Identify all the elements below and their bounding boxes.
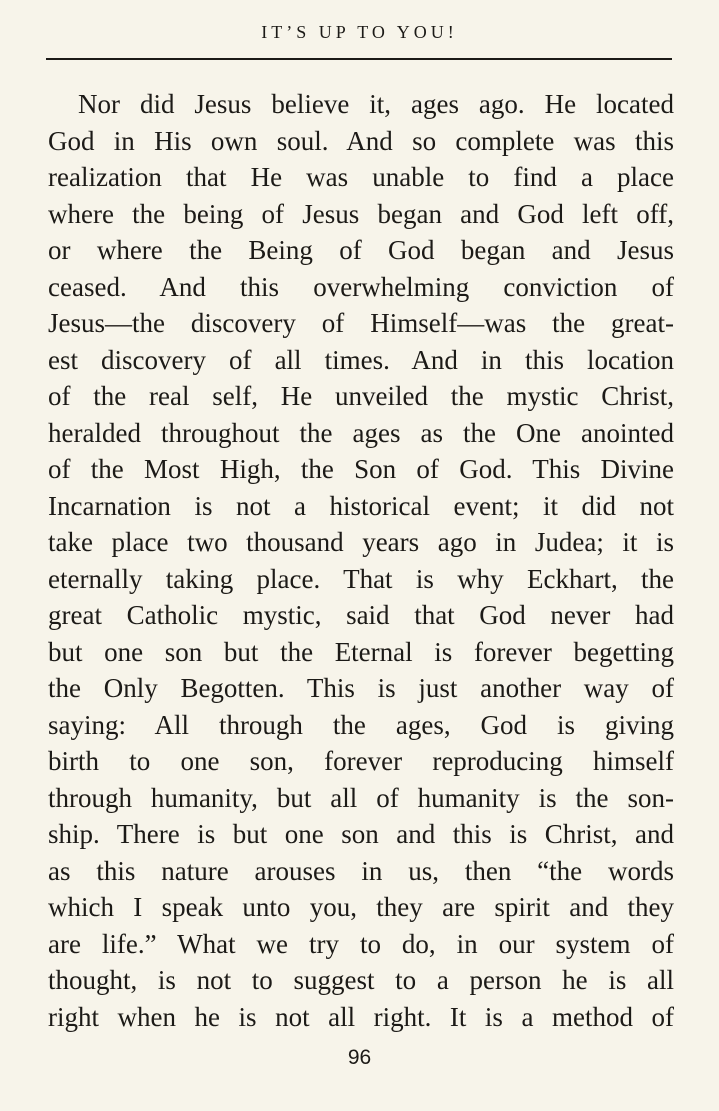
text-line: God in His own soul. And so complete was this bbox=[48, 125, 674, 156]
text-line: right when he is not all right. It is a method of bbox=[48, 1001, 674, 1032]
body-text bbox=[48, 86, 674, 1035]
text-line: realization that He was unable to find a place bbox=[48, 162, 674, 192]
text-line: where the being of Jesus began and God left off, bbox=[48, 198, 674, 229]
text-line: of the real self, He unveiled the mystic Christ, bbox=[48, 381, 674, 411]
text-line: the Only Begotten. This is just another way of bbox=[48, 673, 674, 703]
text-line: eternally taking place. That is why Eckhart, the bbox=[48, 563, 674, 594]
text-line: or where the Being of God began and Jesus bbox=[48, 235, 674, 265]
text-line: Nor did Jesus believe it, ages ago. He located bbox=[78, 89, 674, 119]
text-line: as this nature arouses in us, then “the words bbox=[48, 855, 674, 886]
text-line: ship. There is but one son and this is Christ, and bbox=[48, 819, 674, 849]
page-number: 96 bbox=[347, 1046, 372, 1069]
text-line: which I speak unto you, they are spirit and they bbox=[48, 892, 674, 922]
text-line: Incarnation is not a historical event; it did not bbox=[48, 490, 674, 521]
running-head: IT’S UP TO YOU! bbox=[261, 22, 458, 42]
text-line: ceased. And this overwhelming conviction of bbox=[48, 271, 674, 302]
text-line: great Catholic mystic, said that God never had bbox=[48, 600, 674, 630]
text-line: of the Most High, the Son of God. This Divine bbox=[48, 454, 674, 484]
text-line: birth to one son, forever reproducing himself bbox=[48, 746, 674, 776]
text-line: thought, is not to suggest to a person he is all bbox=[48, 965, 674, 995]
text-line: but one son but the Eternal is forever begetting bbox=[48, 636, 674, 667]
text-line: are life.” What we try to do, in our system of bbox=[48, 928, 674, 959]
text-line: heralded throughout the ages as the One anointed bbox=[48, 417, 674, 448]
text-line: est discovery of all times. And in this location bbox=[48, 344, 674, 375]
text-line: Jesus—the discovery of Himself—was the great- bbox=[48, 308, 674, 338]
text-line: through humanity, but all of humanity is the son- bbox=[48, 782, 674, 813]
text-line: saying: All through the ages, God is giving bbox=[48, 709, 674, 740]
text-line: take place two thousand years ago in Judea; it is bbox=[48, 527, 674, 557]
header-rule bbox=[46, 58, 672, 60]
